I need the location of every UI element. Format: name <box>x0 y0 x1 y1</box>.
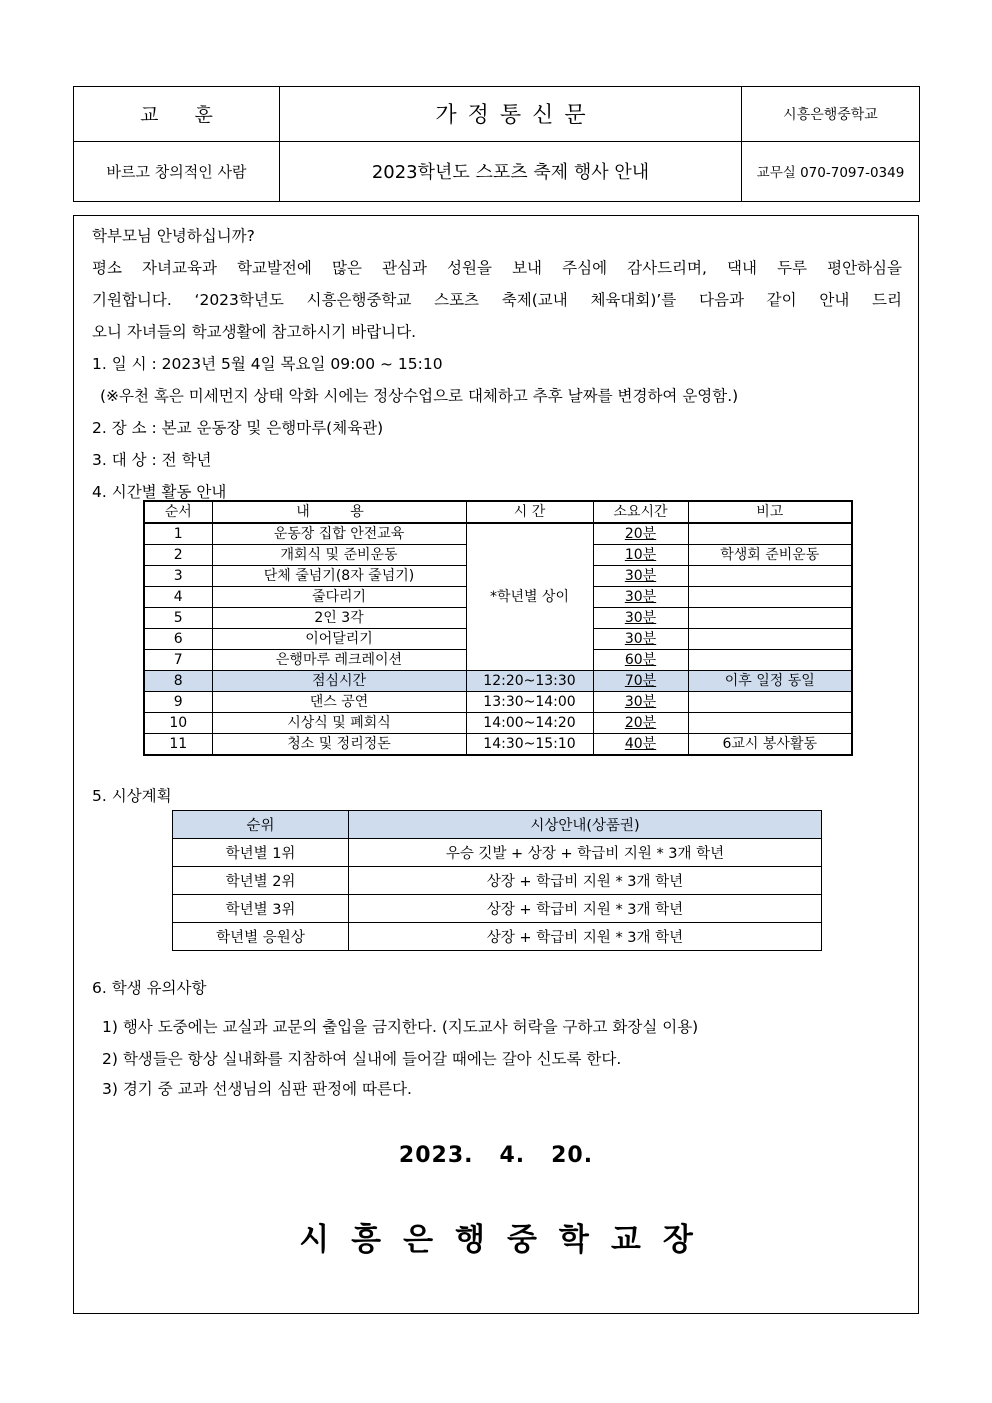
item-schedule-title: 4. 시간별 활동 안내 <box>92 483 227 501</box>
prize-table <box>172 810 822 951</box>
table-row <box>173 923 822 951</box>
newspaper-title: 가정통신문 <box>280 87 742 142</box>
schedule-content: 청소 및 정리정돈 <box>212 734 466 756</box>
issue-date-text: 2023. 4. 20. <box>398 1143 594 1168</box>
schedule-content: 점심시간 <box>212 671 466 692</box>
schedule-no: 1 <box>144 523 212 545</box>
schedule-note <box>688 587 852 608</box>
schedule-content: 단체 줄넘기(8자 줄넘기) <box>212 566 466 587</box>
item-prize-title: 5. 시상계획 <box>92 787 172 805</box>
schedule-note <box>688 650 852 671</box>
document-subject: 2023학년도 스포츠 축제 행사 안내 <box>280 141 742 201</box>
schedule-duration: 30분 <box>624 568 657 584</box>
prize-award: 상장 + 학급비 지원 * 3개 학년 <box>349 923 822 951</box>
schedule-duration: 30분 <box>624 589 657 605</box>
intro-line-1: 평소 자녀교육과 학교발전에 많은 관심과 성원을 보내 주심에 감사드리며, 댁내 두루 평안하심을 <box>92 259 902 277</box>
table-row <box>144 523 852 545</box>
cautions-list <box>102 1010 698 1104</box>
issue-date <box>74 1143 918 1168</box>
schedule-no: 4 <box>144 587 212 608</box>
letter-content <box>92 220 902 508</box>
schedule-note: 학생회 준비운동 <box>688 545 852 566</box>
schedule-content: 은행마루 레크레이션 <box>212 650 466 671</box>
schedule-note <box>688 608 852 629</box>
schedule-note: 이후 일정 동일 <box>688 671 852 692</box>
schedule-note <box>688 629 852 650</box>
item-target: 3. 대 상 : 전 학년 <box>92 451 212 469</box>
table-row <box>173 867 822 895</box>
schedule-note <box>688 523 852 545</box>
signer: 시흥은행중학교장 <box>299 1222 715 1258</box>
table-row <box>144 692 852 713</box>
schedule-duration: 30분 <box>624 631 657 647</box>
schedule-note: 6교시 봉사활동 <box>688 734 852 756</box>
intro-line-3: 오니 자녀들의 학교생활에 참고하시기 바랍니다. <box>92 323 417 341</box>
item-cautions-title: 6. 학생 유의사항 <box>92 979 207 997</box>
item-date-note: (※우천 혹은 미세먼지 상태 악화 시에는 정상수업으로 대체하고 추후 날짜를 변경하여 운영함.) <box>100 387 739 405</box>
schedule-duration: 30분 <box>624 694 657 710</box>
schedule-duration: 60분 <box>624 652 657 668</box>
schedule-merged-time: *학년별 상이 <box>466 523 593 671</box>
schedule-no: 11 <box>144 734 212 756</box>
table-row <box>144 713 852 734</box>
schedule-no: 6 <box>144 629 212 650</box>
motto-title: 교훈 <box>74 87 280 142</box>
schedule-note <box>688 566 852 587</box>
schedule-header-row <box>144 501 852 523</box>
schedule-header: 시 간 <box>466 501 593 523</box>
schedule-duration: 40분 <box>624 736 657 752</box>
prize-award: 우승 깃발 + 상장 + 학급비 지원 * 3개 학년 <box>349 839 822 867</box>
schedule-duration: 10분 <box>624 547 657 563</box>
letter-body <box>73 215 919 1314</box>
greeting: 학부모님 안녕하십니까? <box>92 227 255 245</box>
caution-item: 2) 학생들은 항상 실내화를 지참하여 실내에 들어갈 때에는 갈아 신도록 한다. <box>102 1050 622 1068</box>
prize-rank: 학년별 응원상 <box>173 923 349 951</box>
schedule-note <box>688 713 852 734</box>
prize-rank: 학년별 1위 <box>173 839 349 867</box>
schedule-no: 10 <box>144 713 212 734</box>
schedule-duration: 30분 <box>624 610 657 626</box>
prize-header: 시상안내(상품권) <box>349 811 822 839</box>
schedule-content: 개회식 및 준비운동 <box>212 545 466 566</box>
schedule-content: 운동장 집합 안전교육 <box>212 523 466 545</box>
schedule-no: 8 <box>144 671 212 692</box>
caution-item: 1) 행사 도중에는 교실과 교문의 출입을 금지한다. (지도교사 허락을 구하고 화장실 이용) <box>102 1018 699 1036</box>
table-row <box>144 734 852 756</box>
schedule-content: 댄스 공연 <box>212 692 466 713</box>
prize-rank: 학년별 3위 <box>173 895 349 923</box>
schedule-no: 3 <box>144 566 212 587</box>
office-phone: 교무실 070-7097-0349 <box>742 141 920 201</box>
schedule-duration: 20분 <box>624 526 657 542</box>
intro-line-2: 기원합니다. ‘2023학년도 시흥은행중학교 스포츠 축제(교내 체육대회)’를 다음과 같이 안내 드리 <box>92 291 902 309</box>
schedule-content: 줄다리기 <box>212 587 466 608</box>
schedule-header: 소요시간 <box>593 501 688 523</box>
schedule-no: 7 <box>144 650 212 671</box>
prize-award: 상장 + 학급비 지원 * 3개 학년 <box>349 895 822 923</box>
schedule-time: 14:30~15:10 <box>466 734 593 756</box>
item-place: 2. 장 소 : 본교 운동장 및 은행마루(체육관) <box>92 419 384 437</box>
schedule-duration: 70분 <box>624 673 657 689</box>
schedule-time: 14:00~14:20 <box>466 713 593 734</box>
table-row <box>173 839 822 867</box>
schedule-header: 순서 <box>144 501 212 523</box>
school-name: 시흥은행중학교 <box>742 87 920 142</box>
schedule-header: 비고 <box>688 501 852 523</box>
caution-item: 3) 경기 중 교과 선생님의 심판 판정에 따른다. <box>102 1080 412 1098</box>
schedule-no: 5 <box>144 608 212 629</box>
schedule-no: 9 <box>144 692 212 713</box>
prize-header: 순위 <box>173 811 349 839</box>
schedule-duration: 20분 <box>624 715 657 731</box>
prize-header-row <box>173 811 822 839</box>
schedule-time: 12:20~13:30 <box>466 671 593 692</box>
header-table <box>73 86 920 202</box>
prize-award: 상장 + 학급비 지원 * 3개 학년 <box>349 867 822 895</box>
school-motto: 바르고 창의적인 사람 <box>74 141 280 201</box>
schedule-table <box>143 500 853 756</box>
schedule-note <box>688 692 852 713</box>
schedule-header: 내 용 <box>212 501 466 523</box>
schedule-content: 2인 3각 <box>212 608 466 629</box>
prize-rank: 학년별 2위 <box>173 867 349 895</box>
schedule-no: 2 <box>144 545 212 566</box>
schedule-content: 이어달리기 <box>212 629 466 650</box>
table-row <box>173 895 822 923</box>
item-date: 1. 일 시 : 2023년 5월 4일 목요일 09:00 ~ 15:10 <box>92 355 443 373</box>
schedule-content: 시상식 및 폐회식 <box>212 713 466 734</box>
schedule-time: 13:30~14:00 <box>466 692 593 713</box>
table-row-highlighted <box>144 671 852 692</box>
